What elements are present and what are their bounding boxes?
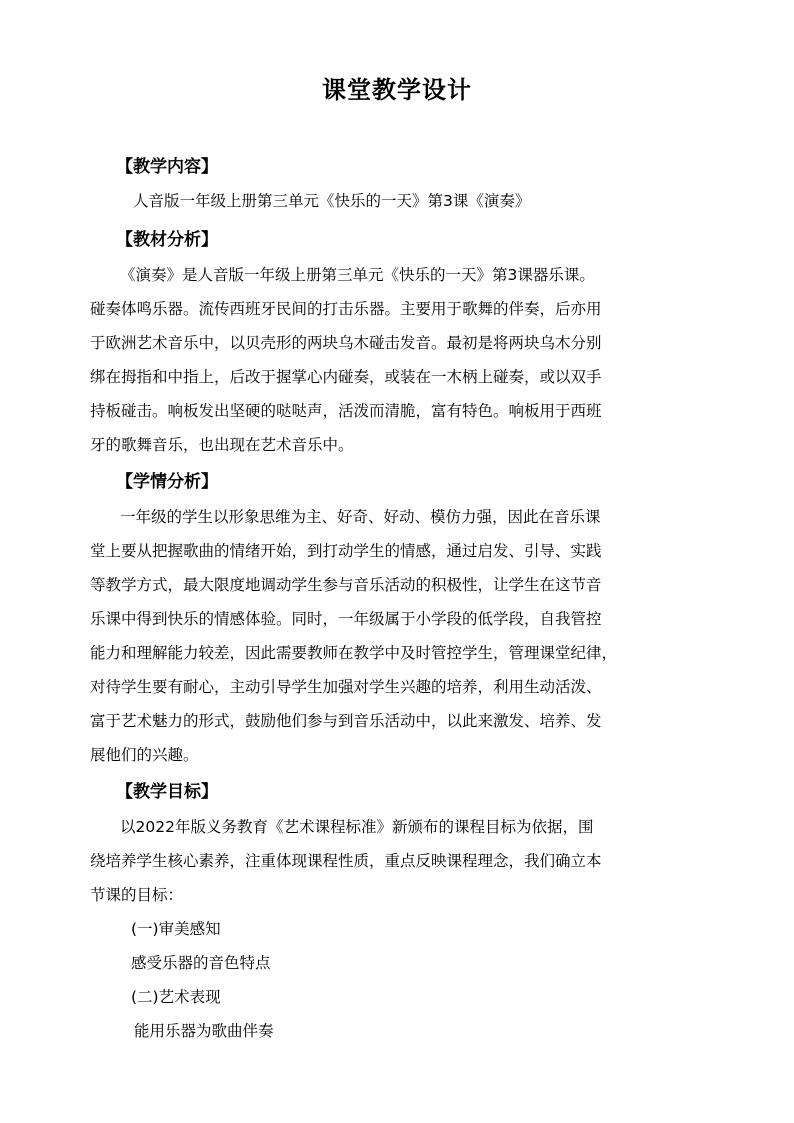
paragraph-line: 堂上要从把握歌曲的情绪开始，到打动学生的情感，通过启发、引导、实践 xyxy=(90,542,602,560)
paragraph-line: 牙的歌舞音乐，也出现在艺术音乐中。 xyxy=(90,436,354,454)
paragraph-line: 人音版一年级上册第三单元《快乐的一天》第3课《演奏》 xyxy=(133,192,531,210)
section-heading-students: 【学情分析】 xyxy=(116,472,218,492)
paragraph-line: 一年级的学生以形象思维为主、好奇、好动、模仿力强，因此在音乐课 xyxy=(120,508,601,526)
section-heading-content: 【教学内容】 xyxy=(116,157,218,177)
section-heading-goals: 【教学目标】 xyxy=(116,782,218,802)
paragraph-line: 能力和理解能力较差，因此需要教师在教学中及时管控学生，管理课堂纪律， xyxy=(90,644,618,662)
paragraph-line: 等教学方式，最大限度地调动学生参与音乐活动的积极性，让学生在这节音 xyxy=(90,576,602,594)
goal-subheading-expression: (二)艺术表现 xyxy=(131,988,221,1006)
paragraph-line: 《演奏》是人音版一年级上册第三单元《快乐的一天》第3课器乐课。 xyxy=(120,266,595,284)
paragraph-line: 对待学生要有耐心，主动引导学生加强对学生兴趣的培养，利用生动活泼、 xyxy=(90,678,602,696)
paragraph-line: 绑在拇指和中指上，后改于握掌心内碰奏，或装在一木柄上碰奏，或以双手 xyxy=(90,368,602,386)
paragraph-line: 节课的目标： xyxy=(90,886,184,904)
paragraph-line: 展他们的兴趣。 xyxy=(90,746,199,764)
paragraph-line: 富于艺术魅力的形式，鼓励他们参与到音乐活动中，以此来激发、培养、发 xyxy=(90,712,602,730)
goal-subheading-perception: (一)审美感知 xyxy=(131,920,221,938)
paragraph-line: 于欧洲艺术音乐中，以贝壳形的两块乌木碰击发音。最初是将两块乌木分别 xyxy=(90,334,602,352)
page-title: 课堂教学设计 xyxy=(322,76,472,104)
paragraph-line: 持板碰击。响板发出坚硬的哒哒声，活泼而清脆，富有特色。响板用于西班 xyxy=(90,402,602,420)
section-heading-material: 【教材分析】 xyxy=(116,230,218,250)
paragraph-line: 乐课中得到快乐的情感体验。同时，一年级属于小学段的低学段，自我管控 xyxy=(90,610,602,628)
paragraph-line: 能用乐器为歌曲伴奏 xyxy=(134,1022,274,1040)
paragraph-line: 碰奏体鸣乐器。流传西班牙民间的打击乐器。主要用于歌舞的伴奏，后亦用 xyxy=(90,300,602,318)
paragraph-line: 以2022年版义务教育《艺术课程标准》新颁布的课程目标为依据，围 xyxy=(120,818,594,836)
paragraph-line: 绕培养学生核心素养，注重体现课程性质，重点反映课程理念，我们确立本 xyxy=(90,852,602,870)
paragraph-line: 感受乐器的音色特点 xyxy=(131,954,271,972)
